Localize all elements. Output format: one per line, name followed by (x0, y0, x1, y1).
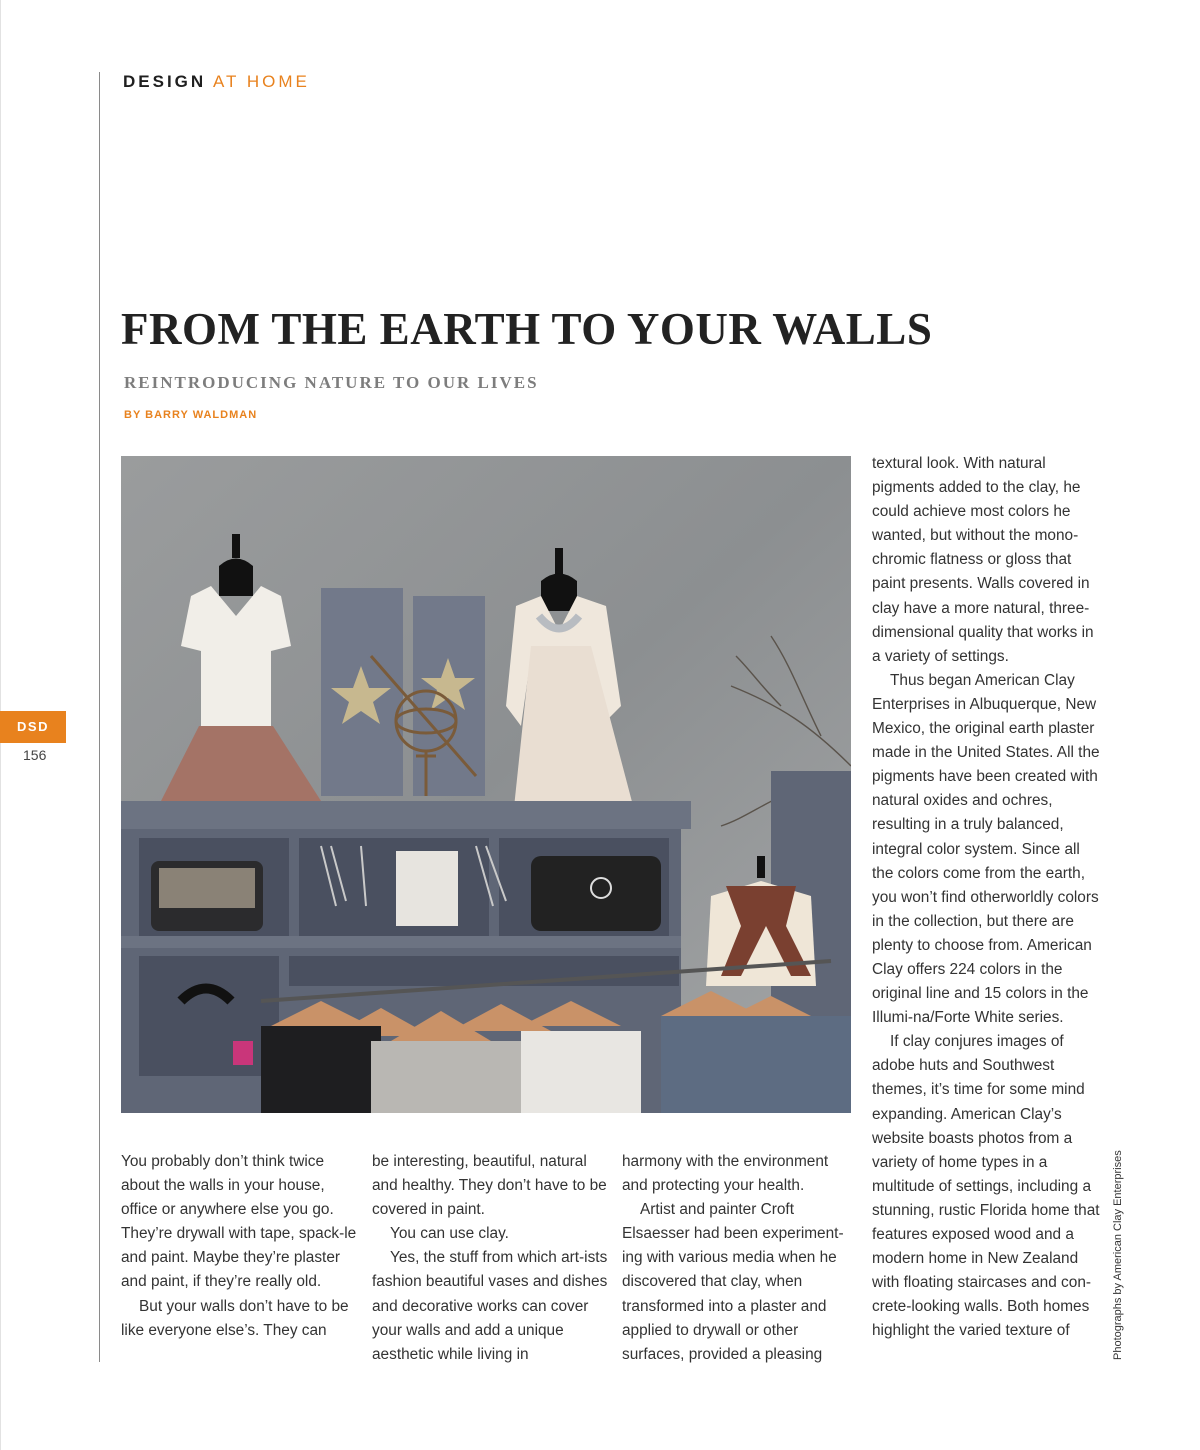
article-photo (121, 456, 851, 1113)
article-title: FROM THE EARTH TO YOUR WALLS (121, 304, 933, 354)
article-subtitle: REINTRODUCING NATURE TO OUR LIVES (124, 373, 539, 392)
boutique-display-illustration (121, 456, 851, 1113)
paragraph: But your walls don’t have to be like everyone else’s. They can (121, 1297, 349, 1339)
section-label-accent: AT HOME (212, 72, 310, 91)
vertical-rule (99, 72, 100, 1362)
magazine-tab: DSD (0, 711, 66, 743)
paragraph: Yes, the stuff from which art-ists fashion beautiful vases and dishes and decorative works can cover your walls and add a unique aesthetic while living in (372, 1249, 608, 1363)
paragraph: textural look. With natural pigments added to the clay, he could achieve most colors he wanted, but without the mono-chromic flatness or gloss that paint presents. Walls covered in clay have a more natural, three-dimensional quality that works in a variety of settings. (872, 455, 1094, 665)
paragraph: harmony with the environment and protecting your health. (622, 1153, 829, 1195)
section-label (123, 72, 310, 92)
photo-credit: Photographs by American Clay Enterprises (1112, 1150, 1124, 1360)
body-column-3 (622, 1150, 858, 1367)
body-column-2 (372, 1150, 608, 1367)
article-byline: BY BARRY WALDMAN (124, 409, 258, 421)
paragraph: You can use clay. (390, 1225, 509, 1243)
body-column-1 (121, 1150, 357, 1343)
paragraph: Artist and painter Croft Elsaesser had been experiment-ing with various media when he discovered that clay, when transformed into a plaster and applied to drywall or other surfaces, provided a pleasing (622, 1201, 844, 1363)
page-number: 156 (23, 747, 47, 763)
paragraph: Thus began American Clay Enterprises in Albuquerque, New Mexico, the original earth plaster made in the United States. All the pigments have been created with natural oxides and ochres, resulting in a truly balanced, integral color system. Since all the colors come from the earth, you won’t find otherworldly colors in the collection, but there are plenty to choose from. American Clay offers 224 colors in the original line and 15 colors in the Illumi-na/Forte White series. (872, 671, 1100, 1027)
paragraph: If clay conjures images of adobe huts and Southwest themes, it’s time for some mind expanding. American Clay’s website boasts photos from a variety of home types in a multitude of settings, including a stunning, rustic Florida home that features exposed wood and a modern home in New Zealand with floating staircases and con-crete-looking walls. Both homes highlight the varied texture of (872, 1033, 1100, 1340)
paragraph: You probably don’t think twice about the walls in your house, office or anywhere else you go. They’re drywall with tape, spack-le and paint. Maybe they’re plaster and paint, if they’re really old. (121, 1153, 357, 1291)
body-column-4 (872, 452, 1104, 1343)
section-label-strong: DESIGN (123, 72, 207, 91)
paragraph: be interesting, beautiful, natural and healthy. They don’t have to be covered in paint. (372, 1153, 607, 1219)
